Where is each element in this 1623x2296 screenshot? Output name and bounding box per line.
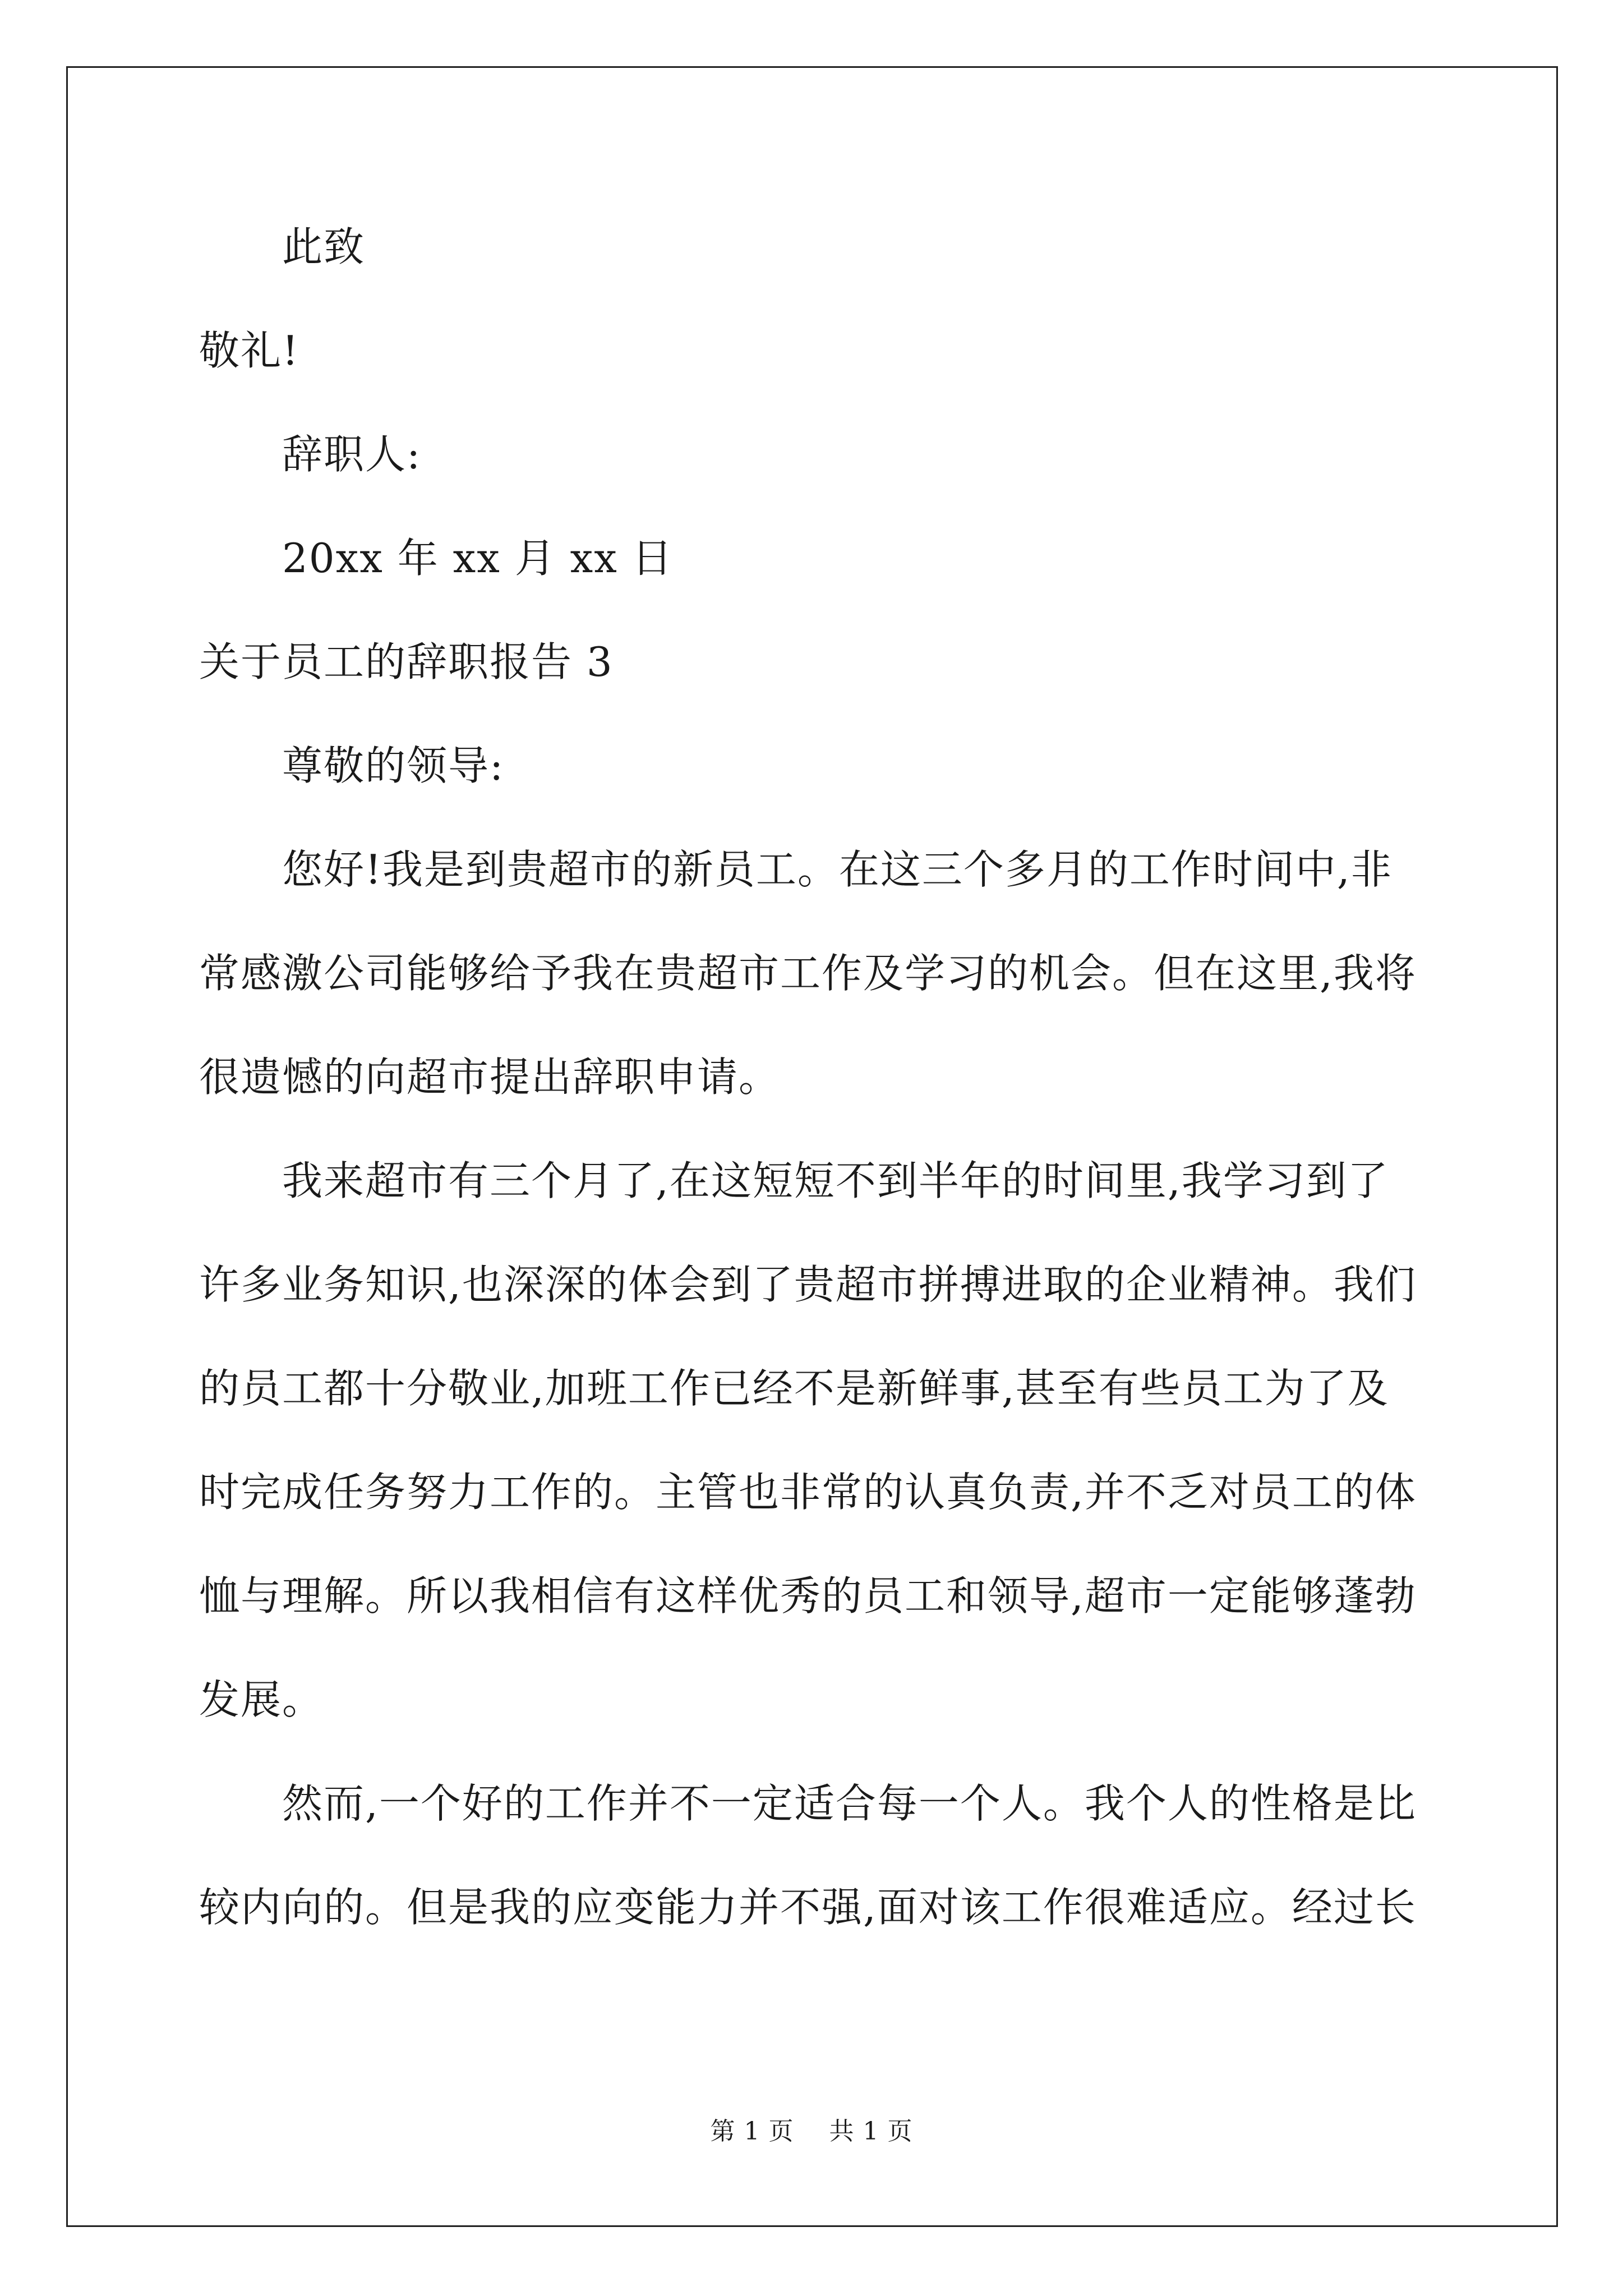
page-number-total: 共 1 页 — [829, 2117, 913, 2146]
paragraph-line: 很遗憾的向超市提出辞职申请。 — [199, 1053, 781, 1101]
paragraph-line: 您好!我是到贵超市的新员工。在这三个多月的工作时间中,非 — [282, 846, 1393, 893]
page-number-current: 第 1 页 — [710, 2117, 794, 2146]
paragraph-line: 然而,一个好的工作并不一定适合每一个人。我个人的性格是比 — [282, 1780, 1417, 1827]
page-footer — [0, 2115, 1623, 2148]
date-line: 20xx 年 xx 月 xx 日 — [282, 535, 674, 582]
paragraph-line: 许多业务知识,也深深的体会到了贵超市拼搏进取的企业精神。我们 — [199, 1261, 1417, 1308]
paragraph-line: 发展。 — [199, 1676, 324, 1723]
paragraph-line: 时完成任务努力工作的。主管也非常的认真负责,并不乏对员工的体 — [199, 1469, 1417, 1516]
paragraph-line: 较内向的。但是我的应变能力并不强,面对该工作很难适应。经过长 — [199, 1884, 1417, 1931]
closing-regards: 敬礼! — [199, 327, 299, 374]
paragraph-line: 恤与理解。所以我相信有这样优秀的员工和领导,超市一定能够蓬勃 — [199, 1572, 1417, 1619]
closing-salutation: 此致 — [282, 223, 366, 270]
paragraph-line: 我来超市有三个月了,在这短短不到半年的时间里,我学习到了 — [282, 1157, 1389, 1204]
signature-label: 辞职人: — [282, 431, 422, 478]
paragraph-line: 的员工都十分敬业,加班工作已经不是新鲜事,甚至有些员工为了及 — [199, 1365, 1389, 1412]
paragraph-line: 常感激公司能够给予我在贵超市工作及学习的机会。但在这里,我将 — [199, 950, 1417, 997]
section-title: 关于员工的辞职报告 3 — [199, 638, 614, 685]
greeting: 尊敬的领导: — [282, 742, 505, 789]
